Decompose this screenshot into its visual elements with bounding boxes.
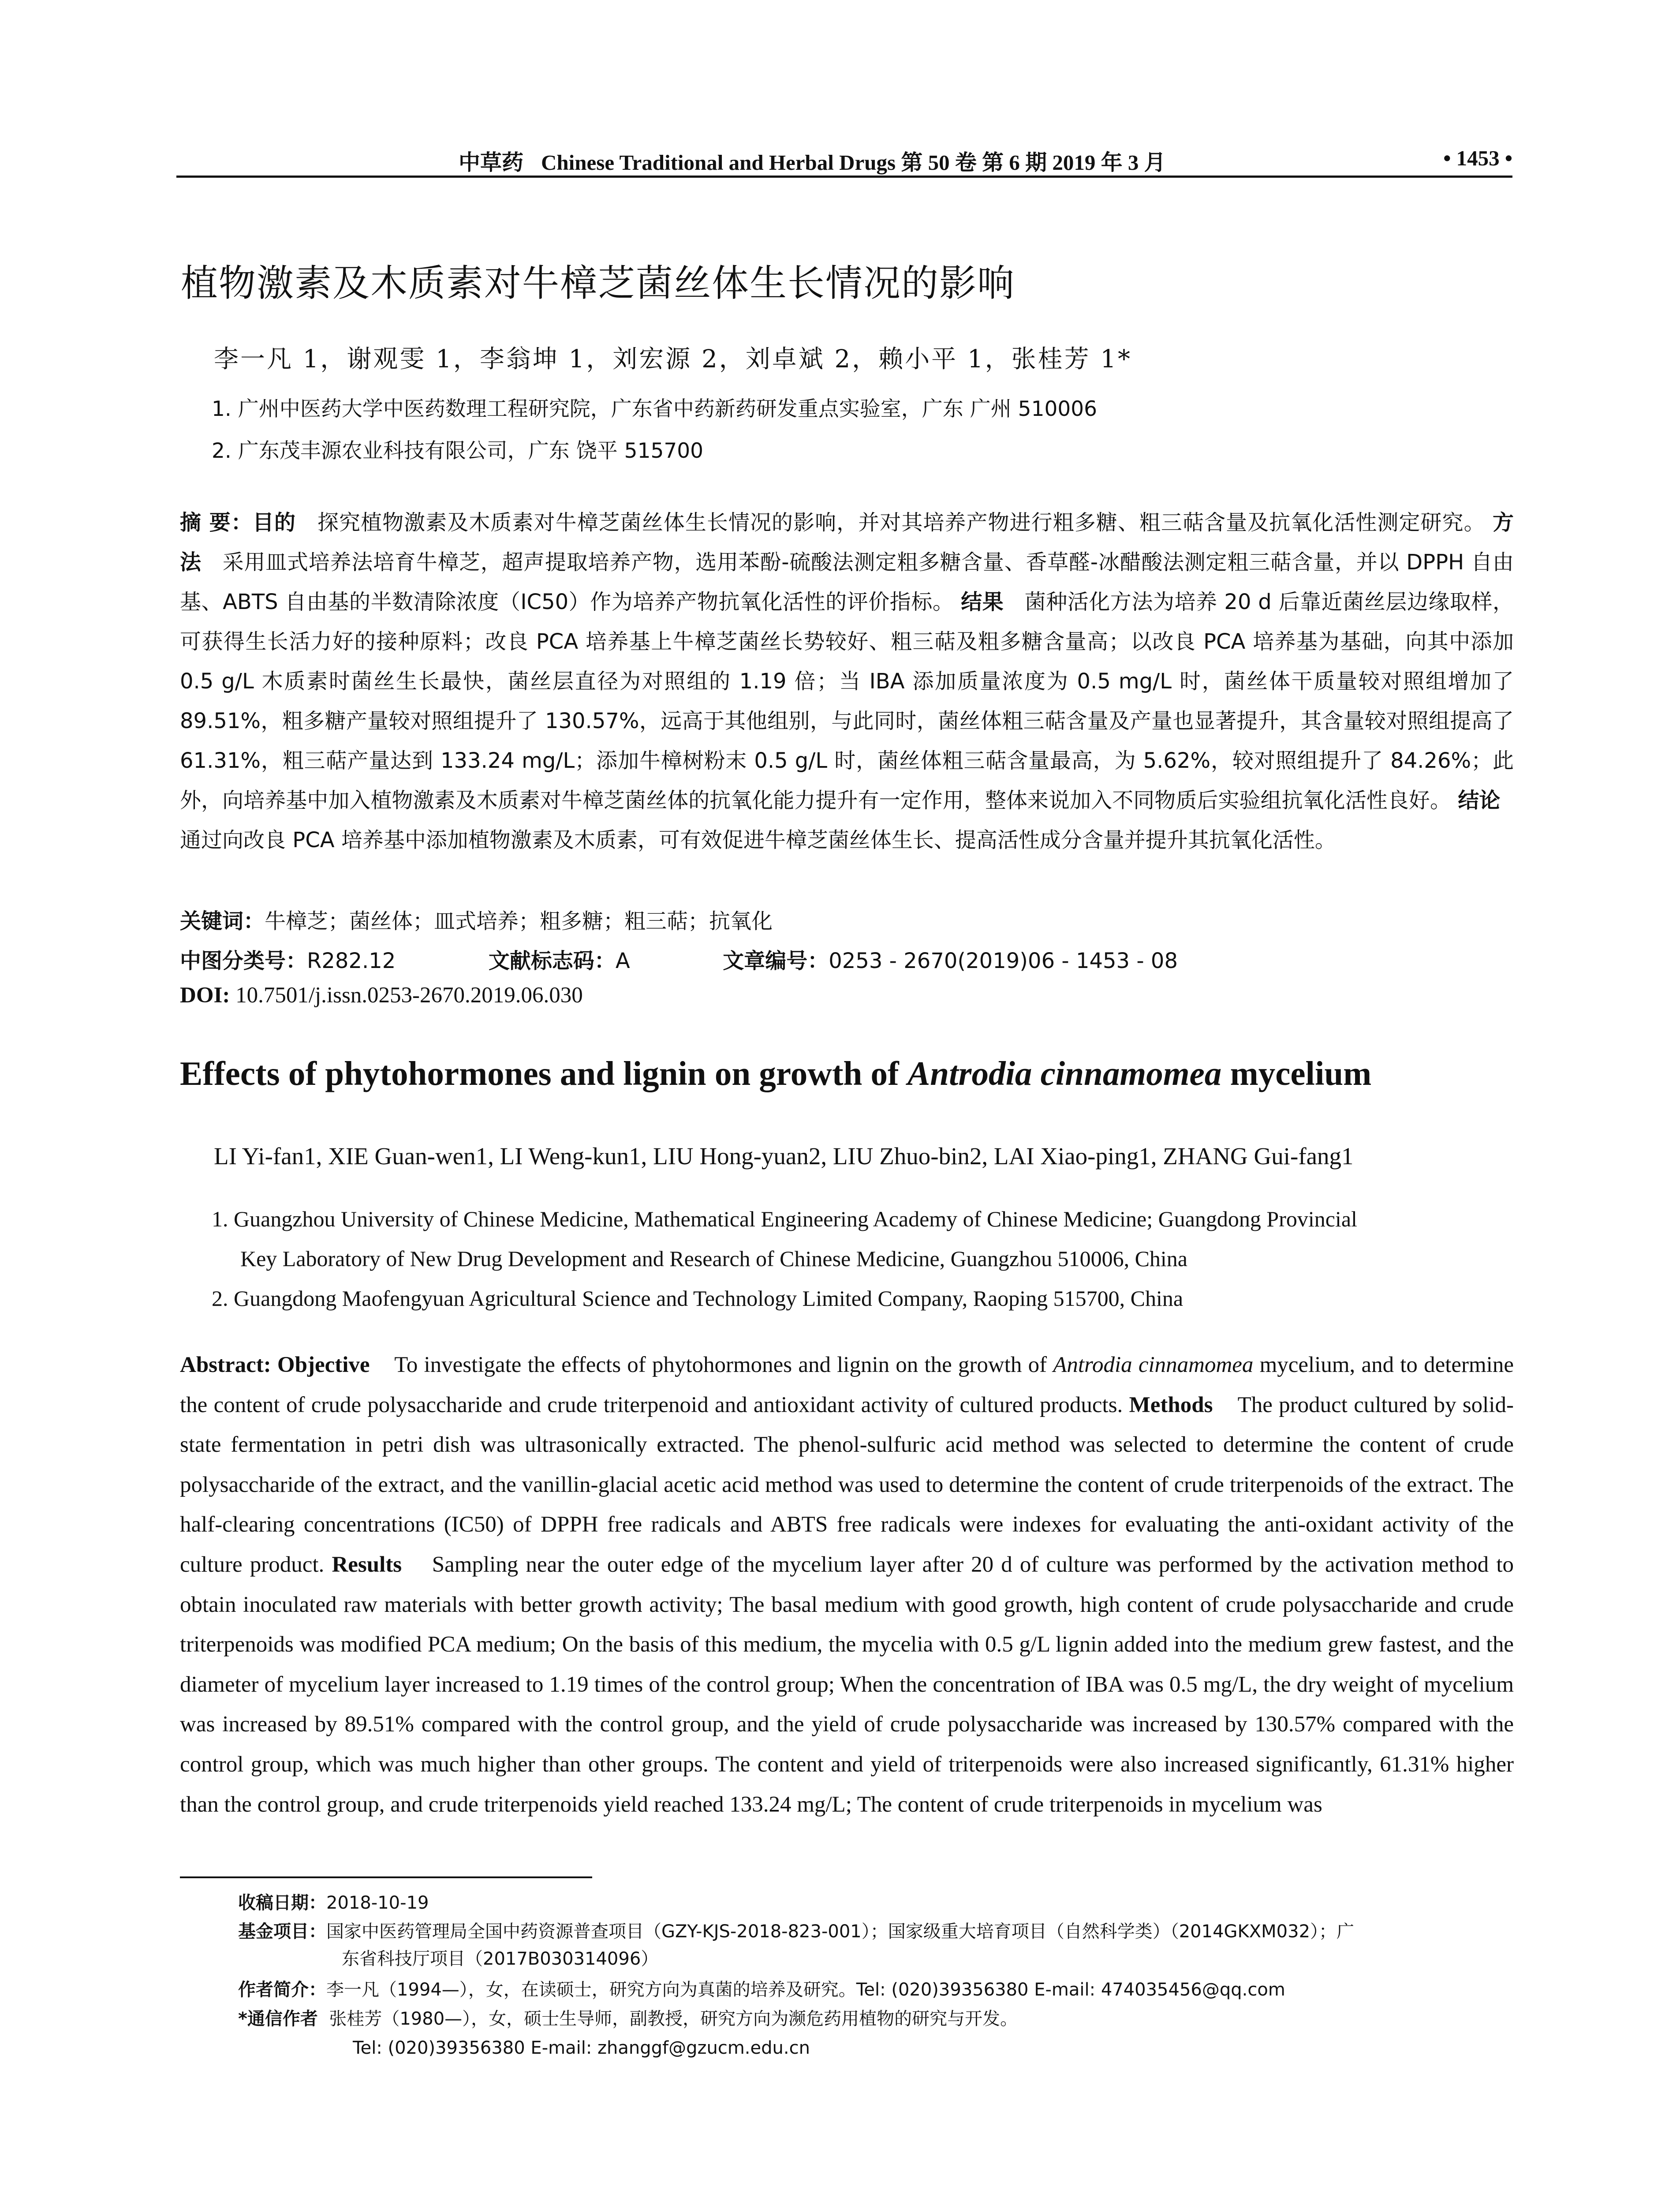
conclusion-label-cn: 结论	[1458, 788, 1501, 813]
affiliation-en-1a: 1. Guangzhou University of Chinese Medicine, Mathematical Engineering Academy of Chinese Medicine; Guangdong Provincial	[212, 1207, 1357, 1231]
article-title-cn: 植物激素及木质素对牛樟芝菌丝体生长情况的影响	[181, 262, 1015, 305]
footnote-divider	[180, 1876, 592, 1878]
affiliation-en-2: 2. Guangdong Maofengyuan Agricultural Science and Technology Limited Company, Raoping 515700, China	[212, 1286, 1183, 1311]
title-en-suffix: mycelium	[1221, 1054, 1372, 1092]
title-en-species: Antrodia cinnamomea	[907, 1054, 1222, 1092]
fund-line-2: 东省科技厅项目（2017B030314096）	[342, 1949, 659, 1969]
running-header	[176, 140, 1512, 178]
doi-value: 10.7501/j.issn.0253-2670.2019.06.030	[235, 983, 583, 1008]
title-en-prefix: Effects of phytohormones and lignin on growth of	[180, 1054, 907, 1092]
corresponding-contact: Tel: (020)39356380 E-mail: zhanggf@gzucm.edu.cn	[353, 2038, 810, 2058]
article-number-value: 0253 - 2670(2019)06 - 1453 - 08	[829, 949, 1178, 973]
objective-cn: 探究植物激素及木质素对牛樟芝菌丝体生长情况的影响，并对其培养产物进行粗多糖、粗三萜含量及抗氧化活性测定研究。	[317, 510, 1486, 535]
affiliation-cn-2: 2. 广东茂丰源农业科技有限公司，广东 饶平 515700	[212, 439, 704, 463]
objective-label-cn: 目的	[252, 510, 296, 535]
doc-code-label: 文献标志码：	[488, 949, 616, 973]
objective-en-b: mycelium, and to determine the content of crude polysaccharide and crude triterpenoid and antioxidant activity of cultured products.	[180, 1353, 1514, 1417]
received-value: 2018-10-19	[326, 1893, 429, 1913]
corresponding-author	[238, 2006, 1018, 2033]
abstract-en-label: Abstract: Objective	[180, 1353, 370, 1377]
corresponding-text: 张桂芳（1980—），女，硕士生导师，副教授，研究方向为濒危药用植物的研究与开发。	[329, 2009, 1018, 2029]
keywords-label: 关键词：	[180, 909, 265, 934]
fund-info	[238, 1918, 1354, 1945]
author-bio	[238, 1977, 1285, 2003]
clc-label: 中图分类号：	[180, 949, 307, 973]
methods-label-en: Methods	[1129, 1392, 1213, 1417]
results-cn: 菌种活化方法为培养 20 d 后靠近菌丝层边缘取样，可获得生长活力好的接种原料；改良 PCA 培养基上牛樟芝菌丝长势较好、粗三萜及粗多糖含量高；以改良 PCA 培养基为基础，向其中添加 0.5 g/L 木质素时菌丝生长最快，菌丝层直径为对照组的 1.19 倍；当 IBA 添加质量浓度为 0.5 mg/L 时，菌丝体干质量较对照组增加了 89.51%，粗多糖产量较对照组提升了 130.57%，远高于其他组别，与此同时，菌丝体粗三萜含量及产量也显著提升，其含量较对照组提高了 61.31%，粗三萜产量达到 133.24 mg/L；添加牛樟树粉末 0.5 g/L 时，菌丝体粗三萜含量最高，为 5.62%，较对照组提升了 84.26%；此外，向培养基中加入植物激素及木质素对牛樟芝菌丝体的抗氧化能力提升有一定作用，整体来说加入不同物质后实验组抗氧化活性良好。	[180, 590, 1514, 813]
journal-brand: 中草药	[459, 149, 524, 175]
doi-line	[180, 983, 583, 1008]
classification-line	[180, 944, 1178, 974]
conclusion-cn: 通过向改良 PCA 培养基中添加植物激素及木质素，可有效促进牛樟芝菌丝体生长、提高活性成分含量并提升其抗氧化活性。	[180, 828, 1336, 852]
author-bio-label: 作者简介：	[238, 1980, 326, 2000]
journal-info	[459, 146, 1166, 176]
results-en: Sampling near the outer edge of the mycelium layer after 20 d of culture was performed by the activation method to obtain inoculated raw materials with better growth activity; The basal medium with good growth, high content of crude polysaccharide and crude triterpenoids was modified PCA medium; On the basis of this medium, the mycelia with 0.5 g/L lignin added into the medium grew fastest, and the diameter of mycelium layer increased to 1.19 times of the control group; When the concentration of IBA was 0.5 mg/L, the dry weight of mycelium was increased by 89.51% compared with the control group, and the yield of crude polysaccharide was increased by 130.57% compared with the control group, which was much higher than other groups. The content and yield of triterpenoids were also increased significantly, 61.31% higher than the control group, and crude triterpenoids yield reached 133.24 mg/L; The content of crude triterpenoids in mycelium was	[180, 1552, 1514, 1817]
abstract-cn-label: 摘 要：	[180, 510, 253, 535]
doc-code-value: A	[615, 949, 630, 973]
clc-value: R282.12	[307, 949, 396, 973]
fund-label: 基金项目：	[238, 1921, 326, 1942]
received-label: 收稿日期：	[238, 1893, 326, 1913]
author-bio-text: 李一凡（1994—），女，在读硕士，研究方向为真菌的培养及研究。Tel: (020)39356380 E-mail: 474035456@qq.com	[326, 1980, 1285, 2000]
methods-label-cn: 方法	[180, 510, 1514, 575]
page-number: • 1453 •	[1443, 146, 1512, 170]
abstract-en	[180, 1345, 1514, 1824]
doi-label: DOI:	[180, 983, 230, 1008]
article-title-en	[180, 1054, 1371, 1093]
authors-cn: 李一凡 1，谢观雯 1，李翁坤 1，刘宏源 2，刘卓斌 2，赖小平 1，张桂芳 1*	[214, 345, 1132, 374]
journal-issue: Chinese Traditional and Herbal Drugs 第 50 卷 第 6 期 2019 年 3 月	[541, 150, 1166, 175]
abstract-cn	[180, 503, 1514, 860]
fund-line-1: 国家中医药管理局全国中药资源普查项目（GZY-KJS-2018-823-001）；国家级重大培育项目（自然科学类）（2014GKXM032）；广	[326, 1921, 1355, 1942]
results-label-en: Results	[332, 1552, 402, 1577]
results-label-cn: 结果	[961, 590, 1004, 614]
methods-cn: 采用皿式培养法培育牛樟芝，超声提取培养产物，选用苯酚-硫酸法测定粗多糖含量、香草醛-冰醋酸法测定粗三萜含量，并以 DPPH 自由基、ABTS 自由基的半数清除浓度（IC50）作为培养产物抗氧化活性的评价指标。	[180, 550, 1514, 614]
authors-en: LI Yi-fan1, XIE Guan-wen1, LI Weng-kun1, LIU Hong-yuan2, LIU Zhuo-bin2, LAI Xiao-ping1, ZHANG Gui-fang1	[214, 1143, 1354, 1170]
methods-en: The product cultured by solid-state fermentation in petri dish was ultrasonically extracted. The phenol-sulfuric acid method was selected to determine the content of crude polysaccharide of the extract, and the vanillin-glacial acetic acid method was used to determine the content of crude triterpenoids of the extract. The half-clearing concentrations (IC50) of DPPH free radicals and ABTS free radicals were indexes for evaluating the anti-oxidant activity of the culture product.	[180, 1392, 1514, 1577]
affiliation-cn-1: 1. 广州中医药大学中医药数理工程研究院，广东省中药新药研发重点实验室，广东 广州 510006	[212, 397, 1098, 421]
corresponding-label: *通信作者	[238, 2009, 318, 2029]
keywords-cn	[180, 904, 773, 934]
keywords-value: 牛樟芝；菌丝体；皿式培养；粗多糖；粗三萜；抗氧化	[265, 909, 773, 934]
received-date	[238, 1890, 429, 1917]
objective-en-species: Antrodia cinnamomea	[1053, 1353, 1254, 1377]
affiliation-en-1b: Key Laboratory of New Drug Development and Research of Chinese Medicine, Guangzhou 510006, China	[240, 1246, 1187, 1271]
objective-en-a: To investigate the effects of phytohormones and lignin on the growth of	[394, 1353, 1053, 1377]
article-number-label: 文章编号：	[723, 949, 829, 973]
